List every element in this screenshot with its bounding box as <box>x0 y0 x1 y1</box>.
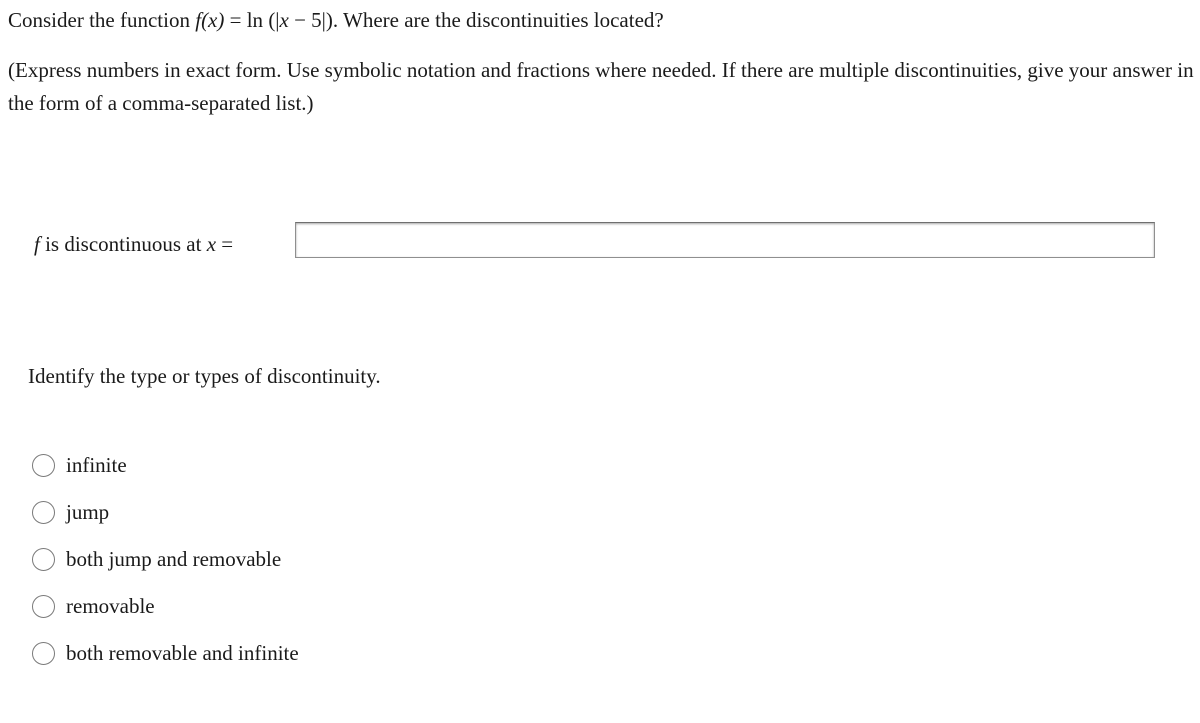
variable-x: x <box>279 8 289 32</box>
option-removable[interactable] <box>32 583 299 630</box>
ln-operator: ln <box>246 8 264 32</box>
paren-open: (| <box>263 8 280 32</box>
radio-button[interactable] <box>32 454 55 477</box>
option-label: both removable and infinite <box>66 641 299 665</box>
function-argument: (x) <box>201 8 225 32</box>
option-jump[interactable] <box>32 489 299 536</box>
answer-label-x: x <box>206 231 217 256</box>
answer-row <box>34 226 296 262</box>
option-infinite[interactable] <box>32 442 299 489</box>
answer-label-mid: is discontinuous at <box>39 231 207 256</box>
radio-button[interactable] <box>32 548 55 571</box>
identify-prompt: Identify the type or types of discontinuity. <box>28 364 381 388</box>
answer-instructions: (Express numbers in exact form. Use symbolic notation and fractions where needed. If there are multiple discontinuities, give your answer in the form of a comma-separated list.) <box>8 58 1194 115</box>
question-suffix: Where are the discontinuities located? <box>343 8 664 32</box>
question-text <box>8 6 664 34</box>
equals-sign: = <box>224 8 247 32</box>
answer-label-f: f <box>34 231 40 256</box>
radio-button[interactable] <box>32 501 55 524</box>
option-both-jump-and-removable[interactable] <box>32 536 299 583</box>
option-label: both jump and removable <box>66 547 282 571</box>
option-label: infinite <box>66 453 127 477</box>
question-prefix: Consider the function <box>8 8 196 32</box>
function-name: f <box>195 8 202 32</box>
radio-button[interactable] <box>32 595 55 618</box>
option-label: removable <box>66 594 155 618</box>
discontinuity-type-options <box>32 442 299 677</box>
discontinuity-answer-input[interactable] <box>295 222 1155 258</box>
option-label: jump <box>66 500 110 524</box>
minus-five: − 5|). <box>288 8 344 32</box>
answer-label-eq: = <box>216 231 234 256</box>
option-both-removable-and-infinite[interactable] <box>32 630 299 677</box>
answer-label <box>34 232 296 257</box>
radio-button[interactable] <box>32 642 55 665</box>
